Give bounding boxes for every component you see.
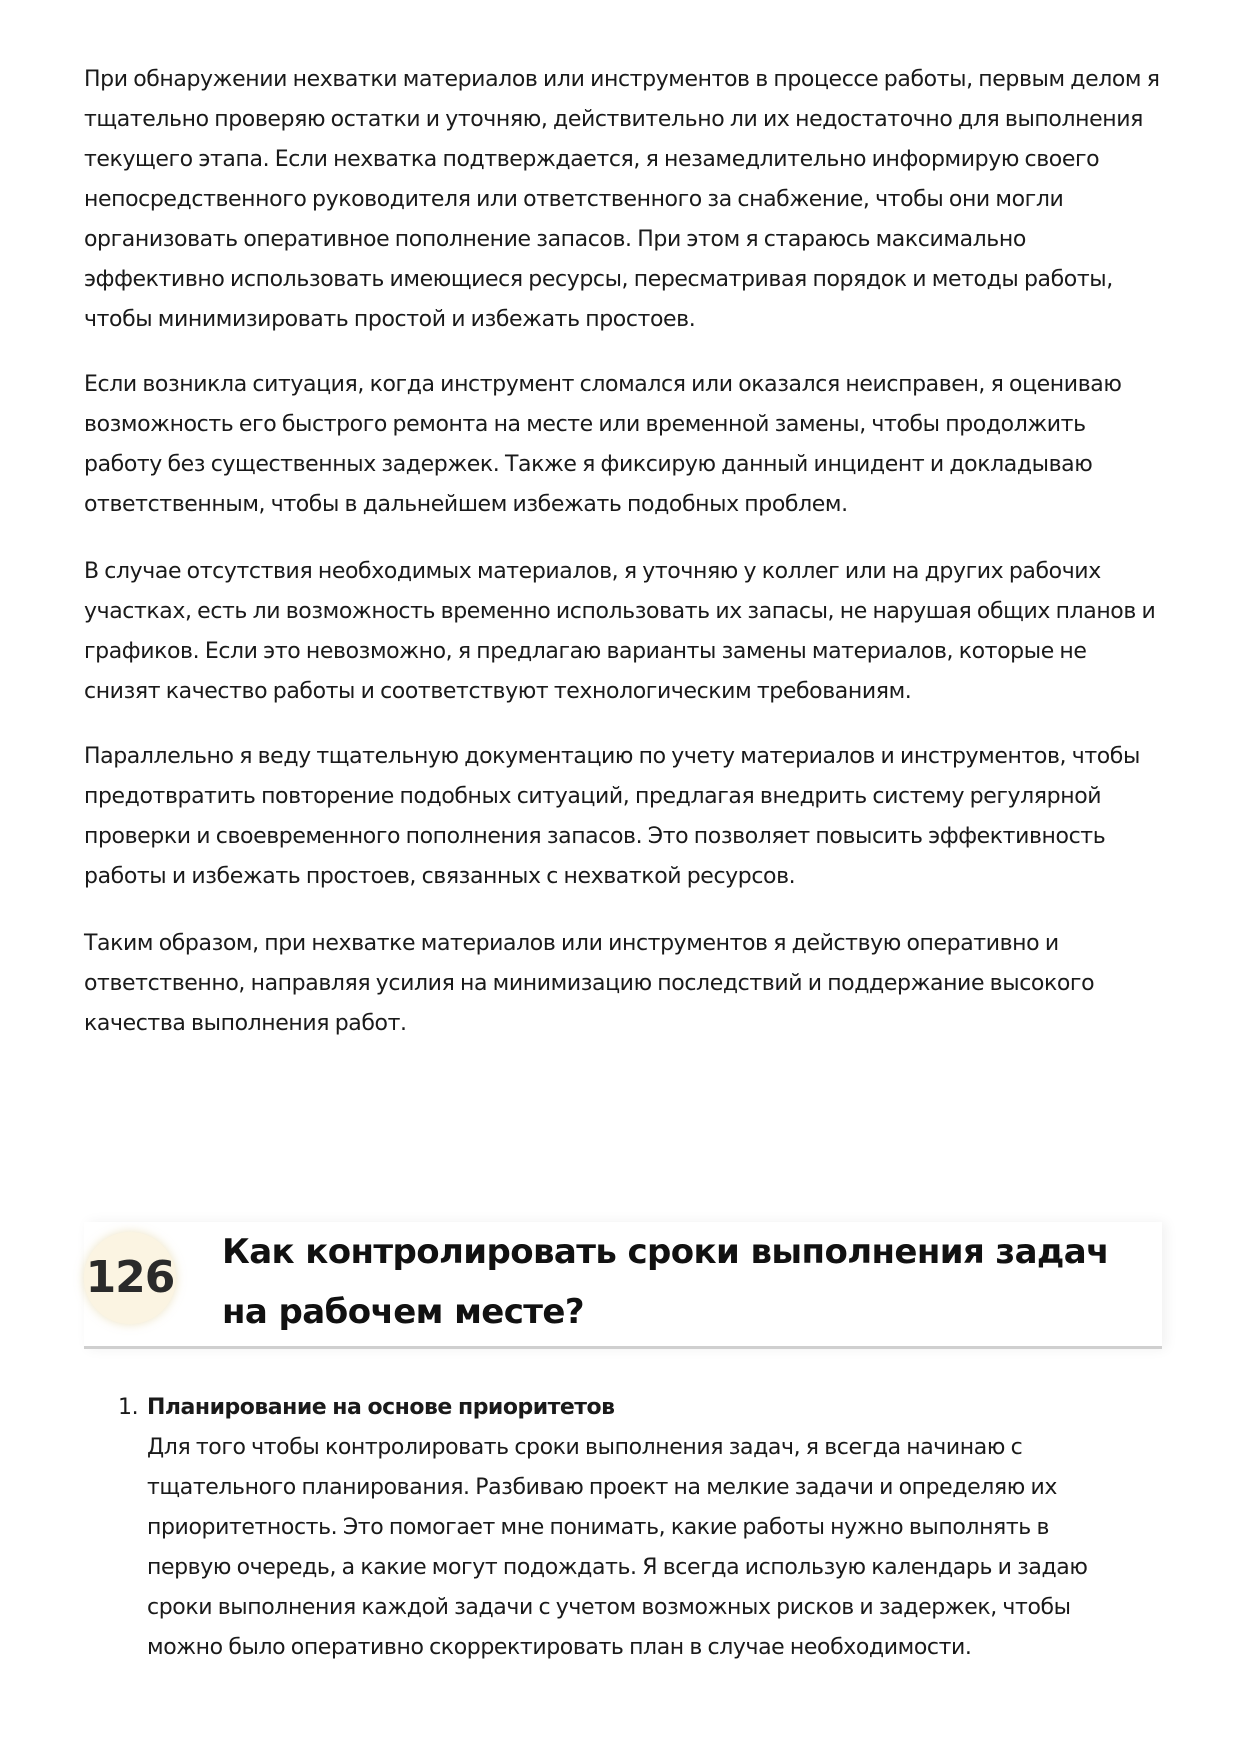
list-item-number: 1. bbox=[118, 1395, 139, 1420]
paragraph: В случае отсутствия необходимых материалов, я уточняю у коллег или на других рабочих участках, есть ли возможность временно использовать их запасы, не нарушая общих планов и графиков. Если это невозможно, я предлагаю варианты замены материалов, которые не снизят качество работы и соответствуют технологическим требованиям. bbox=[84, 559, 1156, 704]
paragraph: Если возникла ситуация, когда инструмент сломался или оказался неисправен, я оцениваю возможность его быстрого ремонта на месте или временной замены, чтобы продолжить работу без существенных задержек. Также я фиксирую данный инцидент и докладываю ответственным, чтобы в дальнейшем избежать подобных проблем. bbox=[84, 372, 1122, 517]
paragraph: При обнаружении нехватки материалов или инструментов в процессе работы, первым делом я тщательно проверяю остатки и уточняю, действительно ли их недостаточно для выполнения текущего этапа. Если нехватка подтверждается, я незамедлительно информирую своего непосредственного руководителя или ответственного за снабжение, чтобы они могли организовать оперативное пополнение запасов. При этом я стараюсь максимально эффективно использовать имеющиеся ресурсы, пересматривая порядок и методы работы, чтобы минимизировать простой и избежать простоев. bbox=[84, 67, 1160, 332]
list-item bbox=[84, 1388, 1144, 1668]
paragraph: Таким образом, при нехватке материалов или инструментов я действую оперативно и ответственно, направляя усилия на минимизацию последствий и поддержание высокого качества выполнения работ. bbox=[84, 931, 1095, 1036]
list-item-title: Планирование на основе приоритетов bbox=[147, 1395, 615, 1420]
answer-list bbox=[84, 1388, 1144, 1668]
paragraph: Параллельно я веду тщательную документацию по учету материалов и инструментов, чтобы предотвратить повторение подобных ситуаций, предлагая внедрить систему регулярной проверки и своевременного пополнения запасов. Это позволяет повысить эффективность работы и избежать простоев, связанных с нехваткой ресурсов. bbox=[84, 744, 1140, 889]
question-header bbox=[84, 1222, 1162, 1349]
question-number-badge: 126 bbox=[84, 1232, 176, 1324]
question-title: Как контролировать сроки выполнения задач на рабочем месте? bbox=[222, 1232, 1109, 1332]
list-item-text: Для того чтобы контролировать сроки выполнения задач, я всегда начинаю с тщательного планирования. Разбиваю проект на мелкие задачи и определяю их приоритетность. Это помогает мне понимать, какие работы нужно выполнять в первую очередь, а какие могут подождать. Я всегда использую календарь и задаю сроки выполнения каждой задачи с учетом возможных рисков и задержек, чтобы можно было оперативно скорректировать план в случае необходимости. bbox=[147, 1435, 1088, 1660]
